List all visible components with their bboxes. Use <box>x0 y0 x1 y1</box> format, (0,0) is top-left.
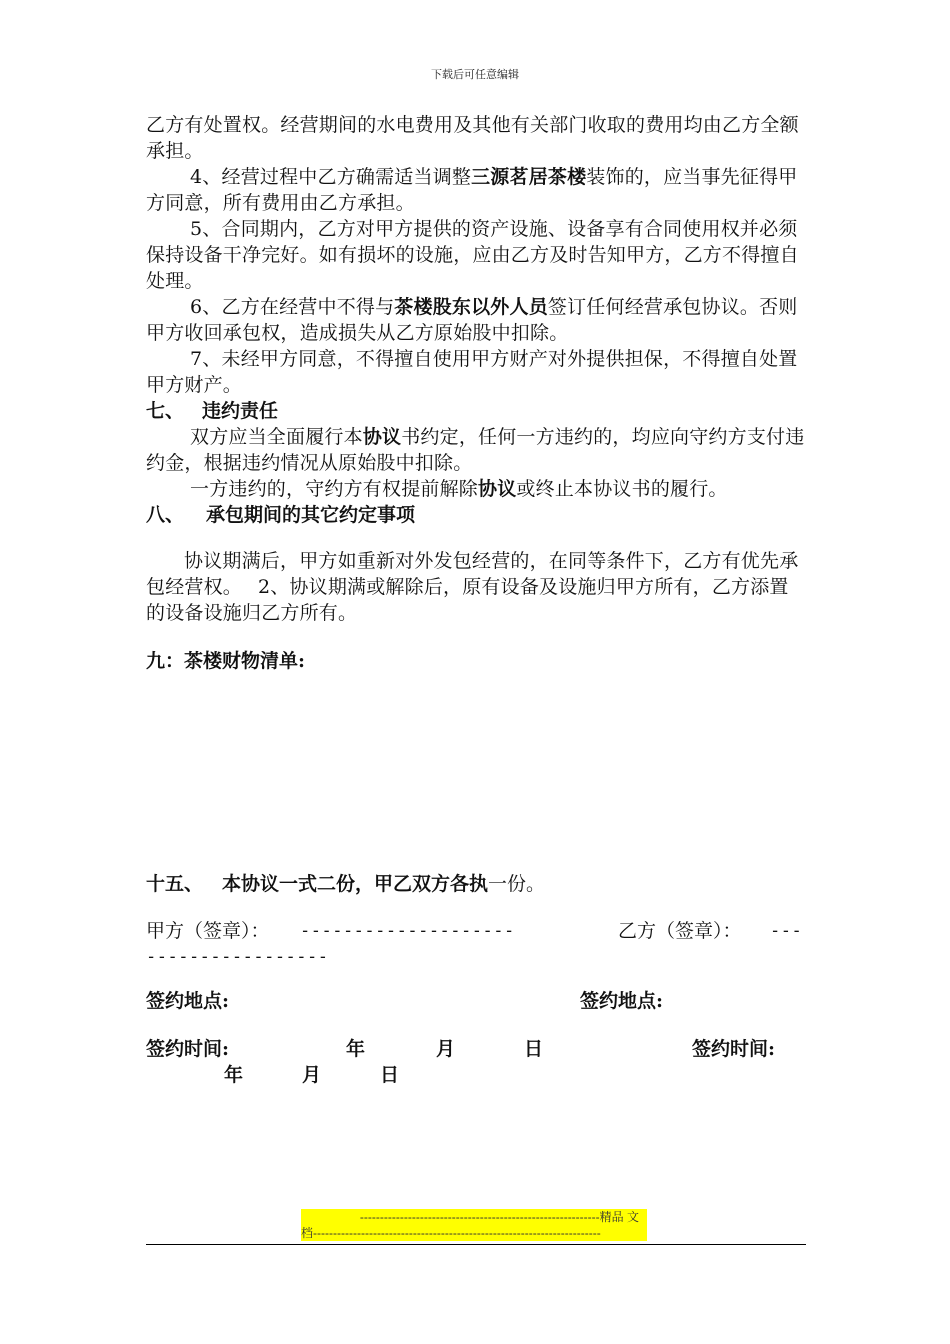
page-header: 下载后可任意编辑 <box>431 68 519 81</box>
clause-4: 4、经营过程中乙方确需适当调整三源茗居茶楼装饰的，应当事先征得甲方同意，所有费用由乙方承担。 <box>146 166 798 214</box>
section-7-heading: 七、 违约责任 <box>146 400 279 422</box>
shareholder-phrase: 茶楼股东以外人员 <box>394 296 548 318</box>
party-b-signature-label: 乙方（签章）： <box>618 920 742 942</box>
section-8-para: 协议期满后，甲方如重新对外发包经营的，在同等条件下，乙方有优先承包经营权。 2、协议期满或解除后，原有设备及设施归甲方所有，乙方添置的设备设施归乙方所有。 <box>146 550 799 624</box>
signing-place-label-b: 签约地点: <box>580 990 664 1012</box>
section-9-heading: 九：茶楼财物清单: <box>146 650 306 672</box>
teahouse-name: 三源茗居茶楼 <box>471 166 587 188</box>
month-label-b: 月 <box>302 1064 322 1086</box>
clause-7: 7、未经甲方同意，不得擅自使用甲方财产对外提供担保，不得擅自处置甲方财产。 <box>146 348 798 396</box>
day-label-a: 日 <box>524 1038 544 1060</box>
clause-5: 5、合同期内，乙方对甲方提供的资产设施、设备享有合同使用权并必须保持设备干净完好。如有损坏的设施，应由乙方及时告知甲方，乙方不得擅自处理。 <box>146 218 799 292</box>
party-b-signature-line: --- <box>770 921 803 941</box>
footer-watermark: ------------------------------------------------------------精品 文 档------------------------------------------------------------------------ <box>301 1209 647 1241</box>
section-15-heading: 十五、 本协议一式二份，甲乙双方各执一份。 <box>146 873 546 895</box>
year-label-a: 年 <box>346 1038 366 1060</box>
section-7-para-2: 一方违约的，守约方有权提前解除协议或终止本协议书的履行。 <box>190 478 728 500</box>
section-8-heading: 八、 承包期间的其它约定事项 <box>146 504 416 526</box>
day-label-b: 日 <box>380 1064 400 1086</box>
signing-time-label-b: 签约时间: <box>692 1038 776 1060</box>
paragraph-disposal: 乙方有处置权。经营期间的水电费用及其他有关部门收取的费用均由乙方全额承担。 <box>146 114 799 162</box>
document-body <box>146 112 806 674</box>
section-7-para-1: 双方应当全面履行本协议书约定，任何一方违约的，均应向守约方支付违约金，根据违约情况从原始股中扣除。 <box>146 426 805 474</box>
party-b-signature-line-cont: ----------------- <box>146 947 329 967</box>
year-label-b: 年 <box>224 1064 244 1086</box>
party-a-signature-label: 甲方（签章）： <box>146 920 270 942</box>
party-a-signature-line: -------------------- <box>300 921 515 941</box>
signing-place-label-a: 签约地点: <box>146 990 230 1012</box>
signing-time-label-a: 签约时间: <box>146 1038 230 1060</box>
month-label-a: 月 <box>436 1038 456 1060</box>
clause-6: 6、乙方在经营中不得与茶楼股东以外人员签订任何经营承包协议。否则甲方收回承包权，造成损失从乙方原始股中扣除。 <box>146 296 798 344</box>
footer-rule <box>146 1244 806 1245</box>
